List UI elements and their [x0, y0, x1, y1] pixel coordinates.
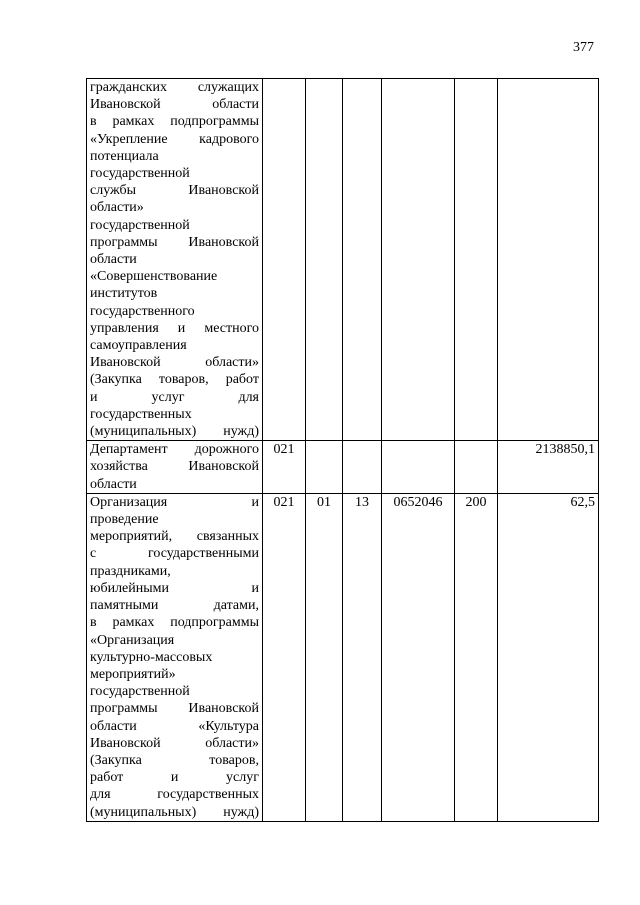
description-line: «Организация	[90, 632, 175, 648]
description-line: программы Ивановской	[90, 701, 259, 717]
expense-type-cell	[455, 79, 498, 441]
description-line: Департамент дорожного	[90, 442, 259, 458]
description-line: потенциала	[90, 148, 159, 164]
subsection-code-cell: 13	[343, 493, 382, 821]
amount-cell	[498, 79, 599, 441]
description-line: в рамках подпрограммы	[90, 615, 259, 631]
target-article-cell: 0652046	[382, 493, 455, 821]
description-line: Организация и	[90, 494, 259, 510]
row-description	[87, 493, 263, 821]
table-row	[87, 79, 599, 441]
description-line: управления и местного	[90, 320, 259, 336]
amount-cell: 2138850,1	[498, 441, 599, 494]
description-line: государственной	[90, 684, 190, 700]
table-row	[87, 441, 599, 494]
description-line: для государственных	[90, 787, 259, 803]
description-line: Ивановской области»	[90, 735, 259, 751]
page-number: 377	[573, 40, 594, 55]
description-line: юбилейными и	[90, 580, 259, 596]
description-line: (Закупка товаров,	[90, 752, 259, 768]
description-line: службы Ивановской	[90, 183, 259, 199]
description-line: Ивановской области	[90, 97, 259, 113]
description-line: области «Культура	[90, 718, 259, 734]
amount-cell: 62,5	[498, 493, 599, 821]
expense-type-cell	[455, 441, 498, 494]
description-line: государственных	[90, 406, 192, 422]
description-line: институтов	[90, 286, 158, 302]
row-description	[87, 79, 263, 441]
description-line: работ и услуг	[90, 770, 259, 786]
description-line: в рамках подпрограммы	[90, 114, 259, 130]
row-description	[87, 441, 263, 494]
ministry-code-cell: 021	[263, 493, 306, 821]
section-code-cell	[306, 441, 343, 494]
description-line: и услуг для	[90, 389, 259, 405]
description-line: (муниципальных) нужд)	[90, 804, 259, 820]
description-line: «Совершенствование	[90, 269, 218, 285]
budget-table	[86, 78, 599, 822]
description-line: Ивановской области»	[90, 355, 259, 371]
description-line: государственного	[90, 303, 195, 319]
description-line: области	[90, 476, 137, 492]
table-row	[87, 493, 599, 821]
description-line: мероприятий, связанных	[90, 529, 259, 545]
ministry-code-cell: 021	[263, 441, 306, 494]
description-line: «Укрепление кадрового	[90, 131, 259, 147]
section-code-cell: 01	[306, 493, 343, 821]
description-line: хозяйства Ивановской	[90, 459, 259, 475]
expense-type-cell: 200	[455, 493, 498, 821]
table-body	[87, 79, 599, 822]
subsection-code-cell	[343, 441, 382, 494]
section-code-cell	[306, 79, 343, 441]
description-line: программы Ивановской	[90, 234, 259, 250]
description-line: с государственными	[90, 546, 259, 562]
subsection-code-cell	[343, 79, 382, 441]
description-line: культурно-массовых	[90, 649, 213, 665]
description-line: праздниками,	[90, 563, 171, 579]
description-line: мероприятий»	[90, 666, 176, 682]
ministry-code-cell	[263, 79, 306, 441]
description-line: государственной	[90, 166, 190, 182]
description-line: (Закупка товаров, работ	[90, 372, 259, 388]
description-line: гражданских служащих	[90, 80, 259, 95]
description-line: области	[90, 252, 137, 268]
description-line: самоуправления	[90, 338, 187, 354]
description-line: (муниципальных) нужд)	[90, 424, 259, 440]
description-line: государственной	[90, 217, 190, 233]
description-line: проведение	[90, 512, 159, 528]
description-line: области»	[90, 200, 144, 216]
target-article-cell	[382, 79, 455, 441]
target-article-cell	[382, 441, 455, 494]
description-line: памятными датами,	[90, 598, 259, 614]
